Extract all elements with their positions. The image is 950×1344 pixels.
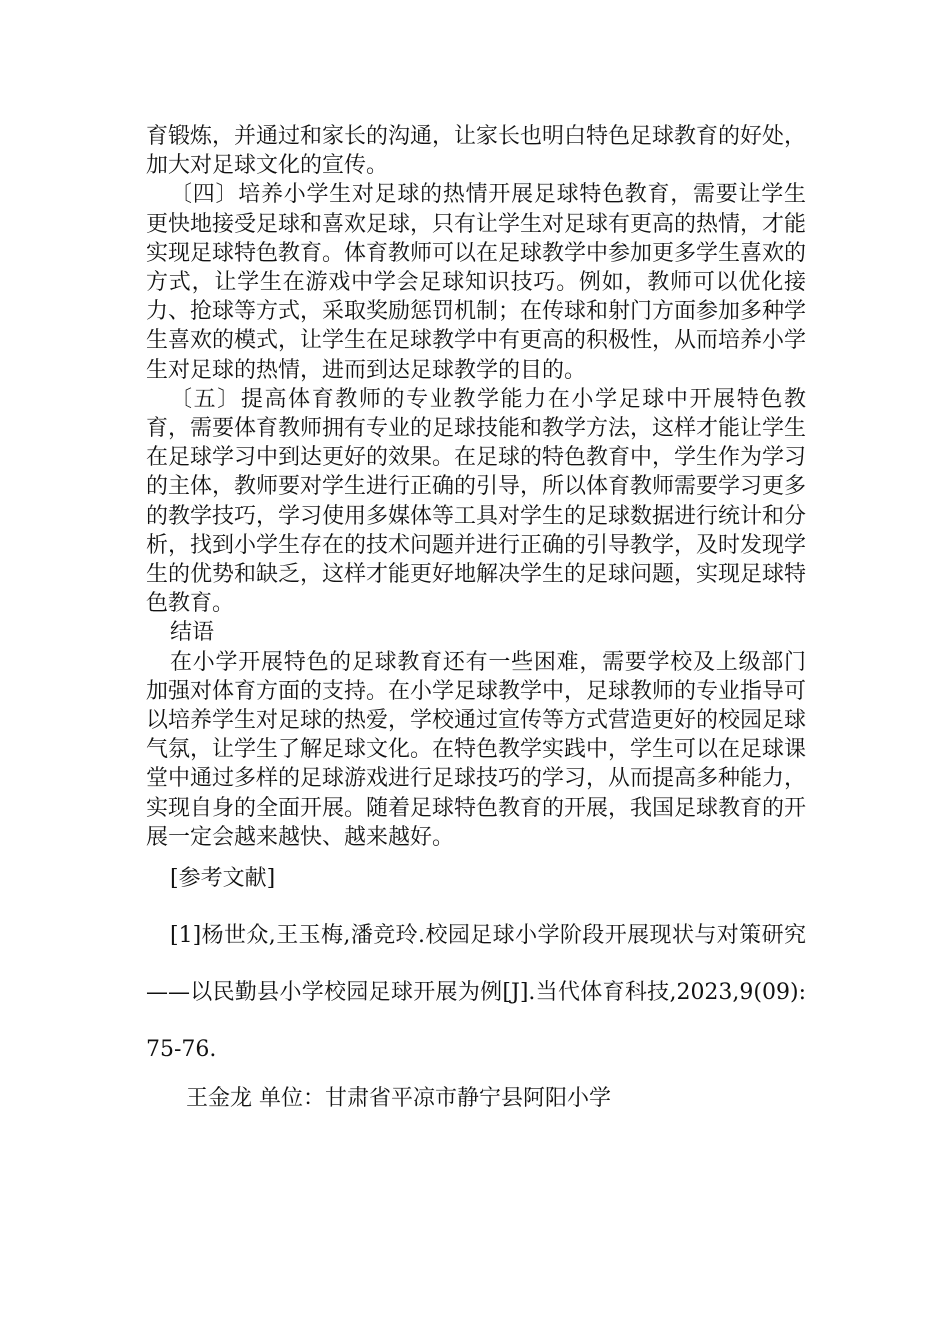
author-affiliation: 王金龙 单位：甘肃省平凉市静宁县阿阳小学	[186, 1086, 611, 1112]
paragraph-conclusion: 在小学开展特色的足球教育还有一些困难，需要学校及上级部门加强对体育方面的支持。在小学足球教学中，足球教师的专业指导可以培养学生对足球的热爱，学校通过宣传等方式营造更好的校园足球气氛，让学生了解足球文化。在特色教学实践中，学生可以在足球课堂中通过多样的足球游戏进行足球技巧的学习，从而提高多种能力，实现自身的全面开展。随着足球特色教育的开展，我国足球教育的开展一定会越来越快、越来越好。	[146, 649, 807, 850]
reference-entry-1: [1]杨世众,王玉梅,潘竞玲.校园足球小学阶段开展现状与对策研究——以民勤县小学校园足球开展为例[J].当代体育科技,2023,9(09):75-76.	[146, 923, 806, 1063]
document-page	[146, 122, 806, 1113]
conclusion-heading: 结语	[170, 620, 215, 646]
paragraph-continuation: 育锻炼，并通过和家长的沟通，让家长也明白特色足球教育的好处，加大对足球文化的宣传。	[146, 124, 807, 179]
references-title: [参考文献]	[170, 866, 276, 892]
paragraph-section-four: 〔四〕培养小学生对足球的热情开展足球特色教育，需要让学生更快地接受足球和喜欢足球，只有让学生对足球有更高的热情，才能实现足球特色教育。体育教师可以在足球教学中参加更多学生喜欢的方式，让学生在游戏中学会足球知识技巧。例如，教师可以优化接力、抢球等方式，采取奖励惩罚机制；在传球和射门方面参加多种学生喜欢的模式，让学生在足球教学中有更高的积极性，从而培养小学生对足球的热情，进而到达足球教学的目的。	[146, 182, 807, 383]
paragraph-section-five: 〔五〕提高体育教师的专业教学能力在小学足球中开展特色教育，需要体育教师拥有专业的足球技能和教学方法，这样才能让学生在足球学习中到达更好的效果。在足球的特色教育中，学生作为学习的主体，教师要对学生进行正确的引导，所以体育教师需要学习更多的教学技巧，学习使用多媒体等工具对学生的足球数据进行统计和分析，找到小学生存在的技术问题并进行正确的引导教学，及时发现学生的优势和缺乏，这样才能更好地解决学生的足球问题，实现足球特色教育。	[146, 386, 807, 617]
